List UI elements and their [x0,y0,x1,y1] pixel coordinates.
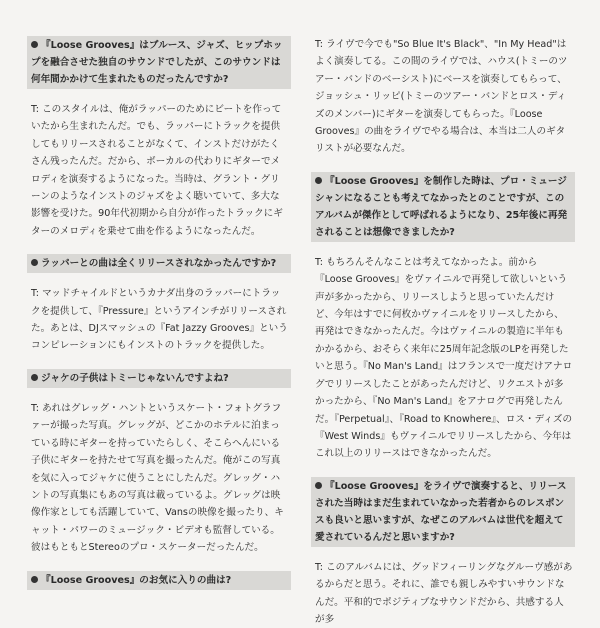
question-text: 『Loose Grooves』はブルース、ジャズ、ヒップホップを融合させた独自のサウンドでしたが、このサウンドは何年間かかけて生まれたものだったんですか? [31,40,283,85]
question-block [27,36,291,89]
answer-block [311,254,575,463]
answer-block [311,36,575,158]
answer-text: T: もちろんそんなことは考えてなかったよ。前から『Loose Grooves』をヴァイニルで再発して欲しいという声が多かったから、リリースしようと思っていたんだけど、今年はすでに何枚かヴァイニルをリリースしたから、再発はできなかったんだ。今はヴァイニルの製造に半年もかかるから、おそらく来年に25周年記念版のLPを再発したいと思う。『No Man's Land』はフランスで一度だけアナログでリリースしたことがあったんだけど、リクエストが多かったから、『No Man's Land』をアナログで再発したんだ。『Perpetual』、『Road to Knowhere』、ロス・ディズの『West Winds』もヴァイニルでリリースしたから、今年はこれ以上のリリースはできなかったんだ。 [315,256,573,460]
question-text: 『Loose Grooves』を制作した時は、プロ・ミュージシャンになることも考えてなかったとのことですが、このアルバムが傑作として呼ばれるようになり、25年後に再発されることは想像できましたか? [315,175,568,238]
question-block [311,172,575,242]
bullet-icon [315,177,322,184]
question-text: 『Loose Grooves』をライヴで演奏すると、リリースされた当時はまだ生まれていなかった若者からのレスポンスも良いと思いますが、なぜこのアルバムは世代を超えて愛されているんだと思いますか? [315,480,567,543]
answer-block [311,559,575,628]
answer-text: T: マッドチャイルドというカナダ出身のラッパーにトラックを提供して、『Pressure』というアインチがリリースされた。あとは、DJスマッシュの『Fat Jazzy Grooves』というコンピレーションにもインストのトラックを提供した。 [31,288,288,352]
answer-block [27,101,291,240]
question-block [311,477,575,547]
question-text: ジャケの子供はトミーじゃないんですよね? [41,372,229,384]
answer-text: T: ライヴで今でも"So Blue It's Black"、"In My Head"はよく演奏してる。この間のライヴでは、ハウス(トミーのツアー・バンドのベーシスト)にベースを演奏してもらって、ジョッシュ・リッピ(トミーのツアー・バンドとロス・ディズのメンバー)にギターを演奏してもらった。『Loose Grooves』の曲をライヴでやる場合は、本当は二人のギタリストが必要なんだ。 [315,39,568,155]
bullet-icon [31,374,38,381]
question-block [27,369,291,388]
question-text: ラッパーとの曲は全くリリースされなかったんですか? [41,258,277,270]
bullet-icon [31,41,38,48]
question-text: 『Loose Grooves』のお気に入りの曲は? [41,574,232,586]
bullet-icon [315,482,322,489]
bullet-icon [31,259,38,266]
bullet-icon [31,576,38,583]
answer-text: T: あれはグレッグ・ハントというスケート・フォトグラファーが撮った写真。グレッグが、どこかのホテルに泊まっている時にギターを持っていたらしく、そこらへんにいる子供にギターを持たせて写真を撮ったんだ。俺がこの写真を気に入ってジャケに使うことにしたんだ。グレッグ・ハントの写真集にもあの写真は載っているよ。グレッグは映像作家としても活躍していて、Vansの映像を撮ったり、キャット・パワーのミュージック・ビデオも監督している。彼はもともとStereoのプロ・スケーターだったんだ。 [31,402,284,554]
question-block [27,254,291,273]
answer-block [27,400,291,557]
answer-text: T: このアルバムには、グッドフィーリングなグルーヴ感があるからだと思う。それに、誰でも親しみやすいサウンドなんだ。平和的でポジティブなサウンドだから、共感する人が多 [315,561,573,625]
left-column [27,36,291,600]
right-column [311,36,575,625]
answer-block [27,285,291,355]
answer-text: T: このスタイルは、俺がラッパーのためにビートを作っていたから生まれたんだ。でも、ラッパーにトラックを提供してもリリースされることがなくて、インストだけがたくさん残ったんだ。だから、ボーカルの代わりにギターでメロディを演奏するようになった。当時は、グラント・グリーンのようなインストのジャズをよく聴いていて、多大な影響を受けた。90年代初期から自分が作ったトラックにギターのメロディを乗せて曲を作るようになったんだ。 [31,104,283,237]
question-block [27,571,291,590]
